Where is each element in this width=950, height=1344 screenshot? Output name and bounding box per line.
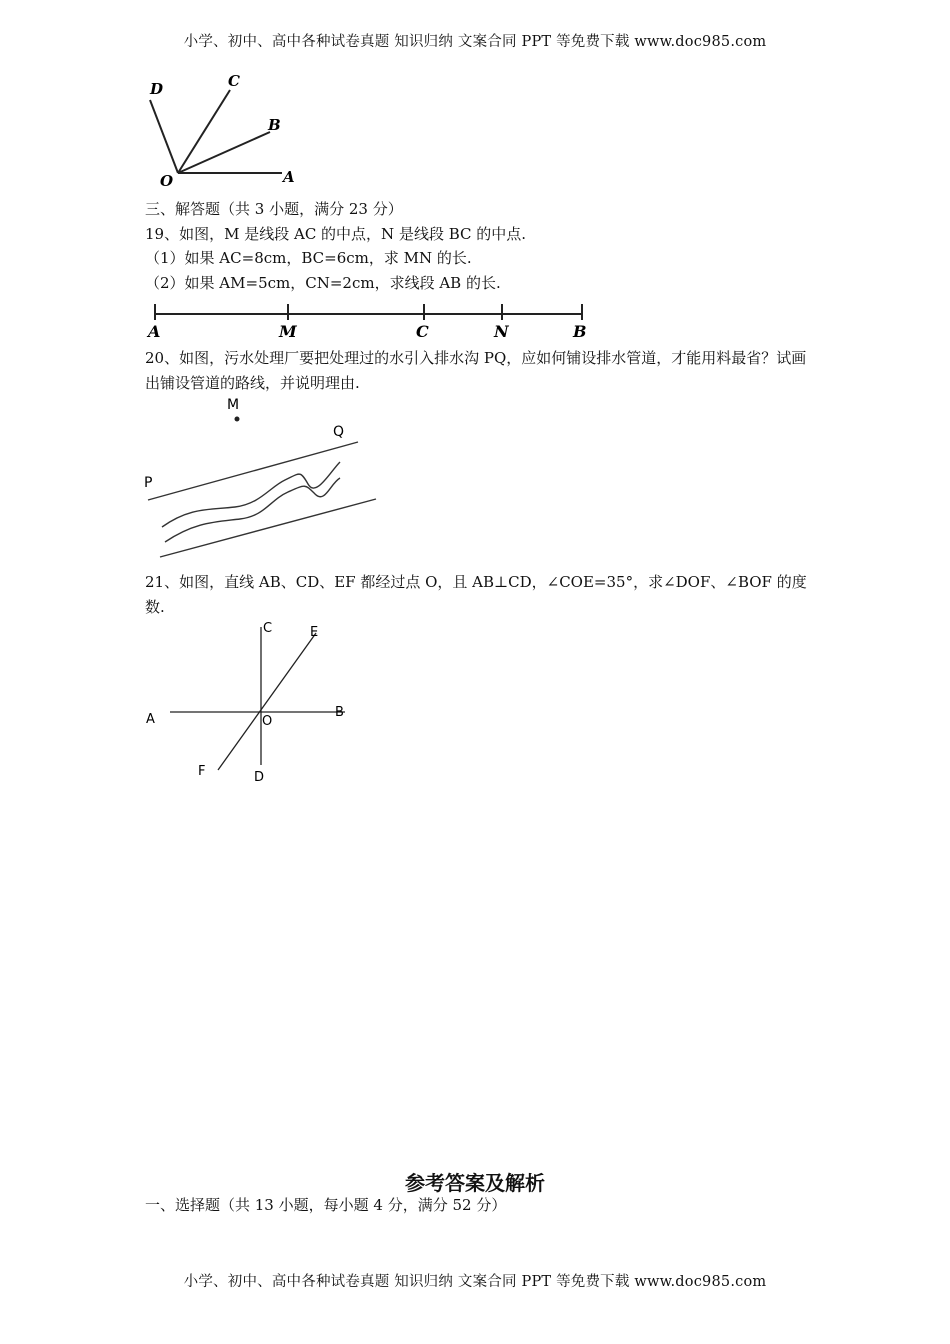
q20-stem: 20、如图，污水处理厂要把处理过的水引入排水沟 PQ，应如何铺设排水管道，才能用料最省？试画出铺设管道的路线，并说明理由.	[145, 349, 807, 392]
label-b: B	[268, 116, 281, 134]
label-a: A	[148, 322, 161, 340]
label-m: M	[279, 322, 297, 340]
label-f: F	[198, 764, 206, 779]
label-o: O	[262, 714, 273, 729]
q19-part1: （1）如果 AC=8cm，BC=6cm，求 MN 的长.	[145, 249, 472, 267]
page-header: 小学、初中、高中各种试卷真题 知识归纳 文案合同 PPT 等免费下载 www.doc985.com	[183, 34, 767, 50]
ditch-figure	[140, 392, 390, 567]
label-o: O	[160, 172, 174, 190]
q19-stem: 19、如图，M 是线段 AC 的中点，N 是线段 BC 的中点.	[145, 225, 527, 243]
line-pq-upper	[148, 442, 358, 500]
ray-od	[150, 100, 178, 173]
label-c: C	[416, 322, 429, 340]
label-q: Q	[333, 424, 345, 440]
label-c: C	[228, 72, 240, 90]
label-d: D	[150, 80, 164, 98]
angle-figure	[140, 70, 310, 190]
answer-title: 参考答案及解析	[405, 1171, 545, 1195]
label-b: B	[573, 322, 587, 340]
label-n: N	[494, 322, 509, 340]
point-m	[235, 417, 240, 422]
line-ef	[218, 633, 316, 770]
label-p: P	[144, 475, 153, 491]
section-3-title: 三、解答题（共 3 小题，满分 23 分）	[145, 200, 403, 218]
label-d: D	[254, 770, 265, 785]
section-1-title: 一、选择题（共 13 小题，每小题 4 分，满分 52 分）	[145, 1196, 507, 1214]
intersect-figure	[140, 615, 360, 790]
q21-stem: 21、如图，直线 AB、CD、EF 都经过点 O，且 AB⊥CD，∠COE=35°，求∠DOF、∠BOF 的度数.	[145, 573, 807, 616]
segment-figure	[145, 298, 595, 340]
page-footer: 小学、初中、高中各种试卷真题 知识归纳 文案合同 PPT 等免费下载 www.doc985.com	[183, 1274, 767, 1290]
label-b: B	[335, 705, 344, 720]
label-c: C	[263, 621, 273, 636]
q19-part2: （2）如果 AM=5cm，CN=2cm，求线段 AB 的长.	[145, 274, 501, 292]
label-m: M	[227, 397, 240, 413]
label-e: E	[310, 625, 319, 640]
label-a: A	[283, 168, 295, 186]
label-a: A	[146, 712, 155, 727]
